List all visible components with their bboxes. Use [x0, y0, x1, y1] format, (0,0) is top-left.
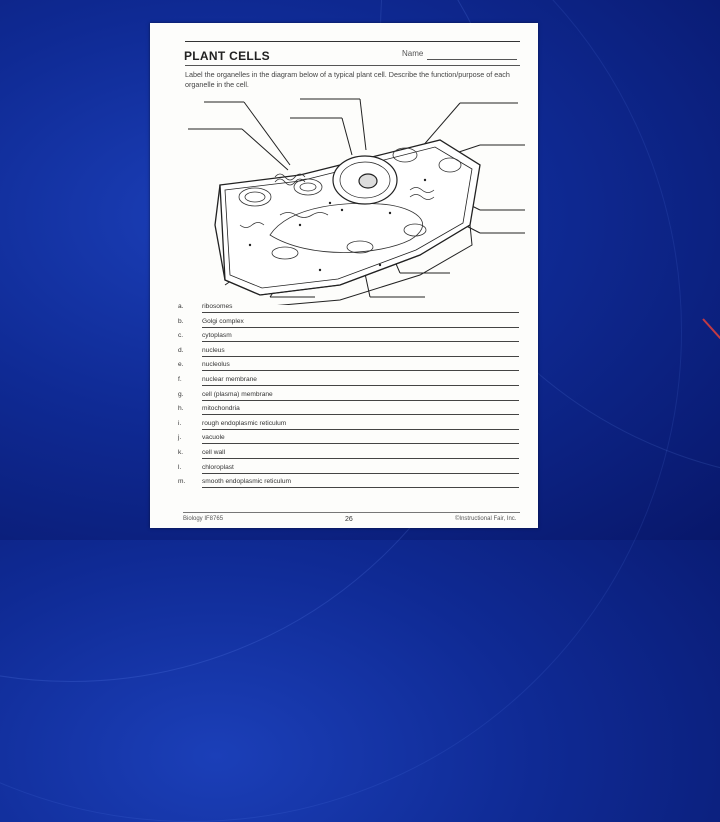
answer-blank-line[interactable] — [202, 385, 519, 386]
answer-blank-line[interactable] — [202, 312, 519, 313]
plant-cell-diagram — [180, 85, 530, 305]
answer-letter: d. — [178, 346, 184, 354]
instructions-text: Label the organelles in the diagram below of a typical plant cell. Describe the function/purpose of each organelle in the cell. — [185, 70, 510, 89]
top-rule — [185, 41, 520, 42]
organelle-name: Golgi complex — [202, 317, 244, 325]
answer-letter: a. — [178, 303, 184, 310]
answer-row — [178, 449, 523, 461]
organelle-name: ribosomes — [202, 303, 233, 310]
answer-letter: b. — [178, 317, 184, 325]
organelle-name: nuclear membrane — [202, 376, 257, 383]
organelle-name: cell wall — [202, 449, 226, 456]
answer-blank-line[interactable] — [202, 458, 519, 459]
answer-letter: m. — [178, 478, 186, 486]
answer-blank-line[interactable] — [202, 400, 519, 401]
name-label: Name — [402, 49, 424, 58]
answer-row — [178, 303, 523, 315]
answer-row — [178, 478, 523, 490]
answer-blank-line[interactable] — [202, 356, 519, 357]
answer-letter: f. — [178, 376, 182, 383]
answer-row — [178, 318, 523, 330]
answer-letter: l. — [178, 463, 182, 471]
answer-blank-line[interactable] — [202, 473, 519, 474]
answer-blank-line[interactable] — [202, 370, 519, 371]
organelle-name: nucleus — [202, 346, 225, 354]
answer-row — [178, 347, 523, 359]
answer-blank-line[interactable] — [202, 443, 519, 444]
answer-row — [178, 332, 523, 344]
answer-letter: i. — [178, 419, 182, 427]
answer-letter: k. — [178, 449, 184, 456]
name-blank-line — [427, 59, 517, 60]
organelle-name: smooth endoplasmic reticulum — [202, 478, 292, 486]
answer-row — [178, 434, 523, 446]
answer-blank-line[interactable] — [202, 414, 519, 415]
footer-rule — [183, 512, 520, 513]
answer-letter: j. — [178, 434, 182, 442]
answer-letter: g. — [178, 390, 184, 398]
worksheet-title: PLANT CELLS — [184, 49, 270, 63]
header-rule — [185, 65, 520, 66]
answer-row — [178, 464, 523, 476]
organelle-name: vacuole — [202, 434, 225, 442]
worksheet-page — [150, 23, 538, 528]
footer-left-text: Biology IF8765 — [183, 516, 224, 522]
page-number: 26 — [345, 516, 353, 523]
organelle-name: cytoplasm — [202, 332, 232, 340]
organelle-name: rough endoplasmic reticulum — [202, 419, 287, 427]
footer-right-text: ©Instructional Fair, Inc. — [455, 516, 517, 522]
answer-blank-line[interactable] — [202, 487, 519, 488]
answer-letter: c. — [178, 332, 184, 340]
answer-row — [178, 376, 523, 388]
organelle-name: nucleolus — [202, 361, 230, 369]
answer-row — [178, 361, 523, 373]
organelle-name: cell (plasma) membrane — [202, 390, 273, 398]
answer-row — [178, 391, 523, 403]
organelle-name: mitochondria — [202, 405, 240, 413]
answer-blank-line[interactable] — [202, 341, 519, 342]
answer-blank-line[interactable] — [202, 429, 519, 430]
answer-letter: e. — [178, 361, 184, 369]
organelle-name: chloroplast — [202, 463, 234, 471]
answer-letter: h. — [178, 405, 184, 413]
answer-blank-line[interactable] — [202, 327, 519, 328]
answer-row — [178, 420, 523, 432]
answer-row — [178, 405, 523, 417]
